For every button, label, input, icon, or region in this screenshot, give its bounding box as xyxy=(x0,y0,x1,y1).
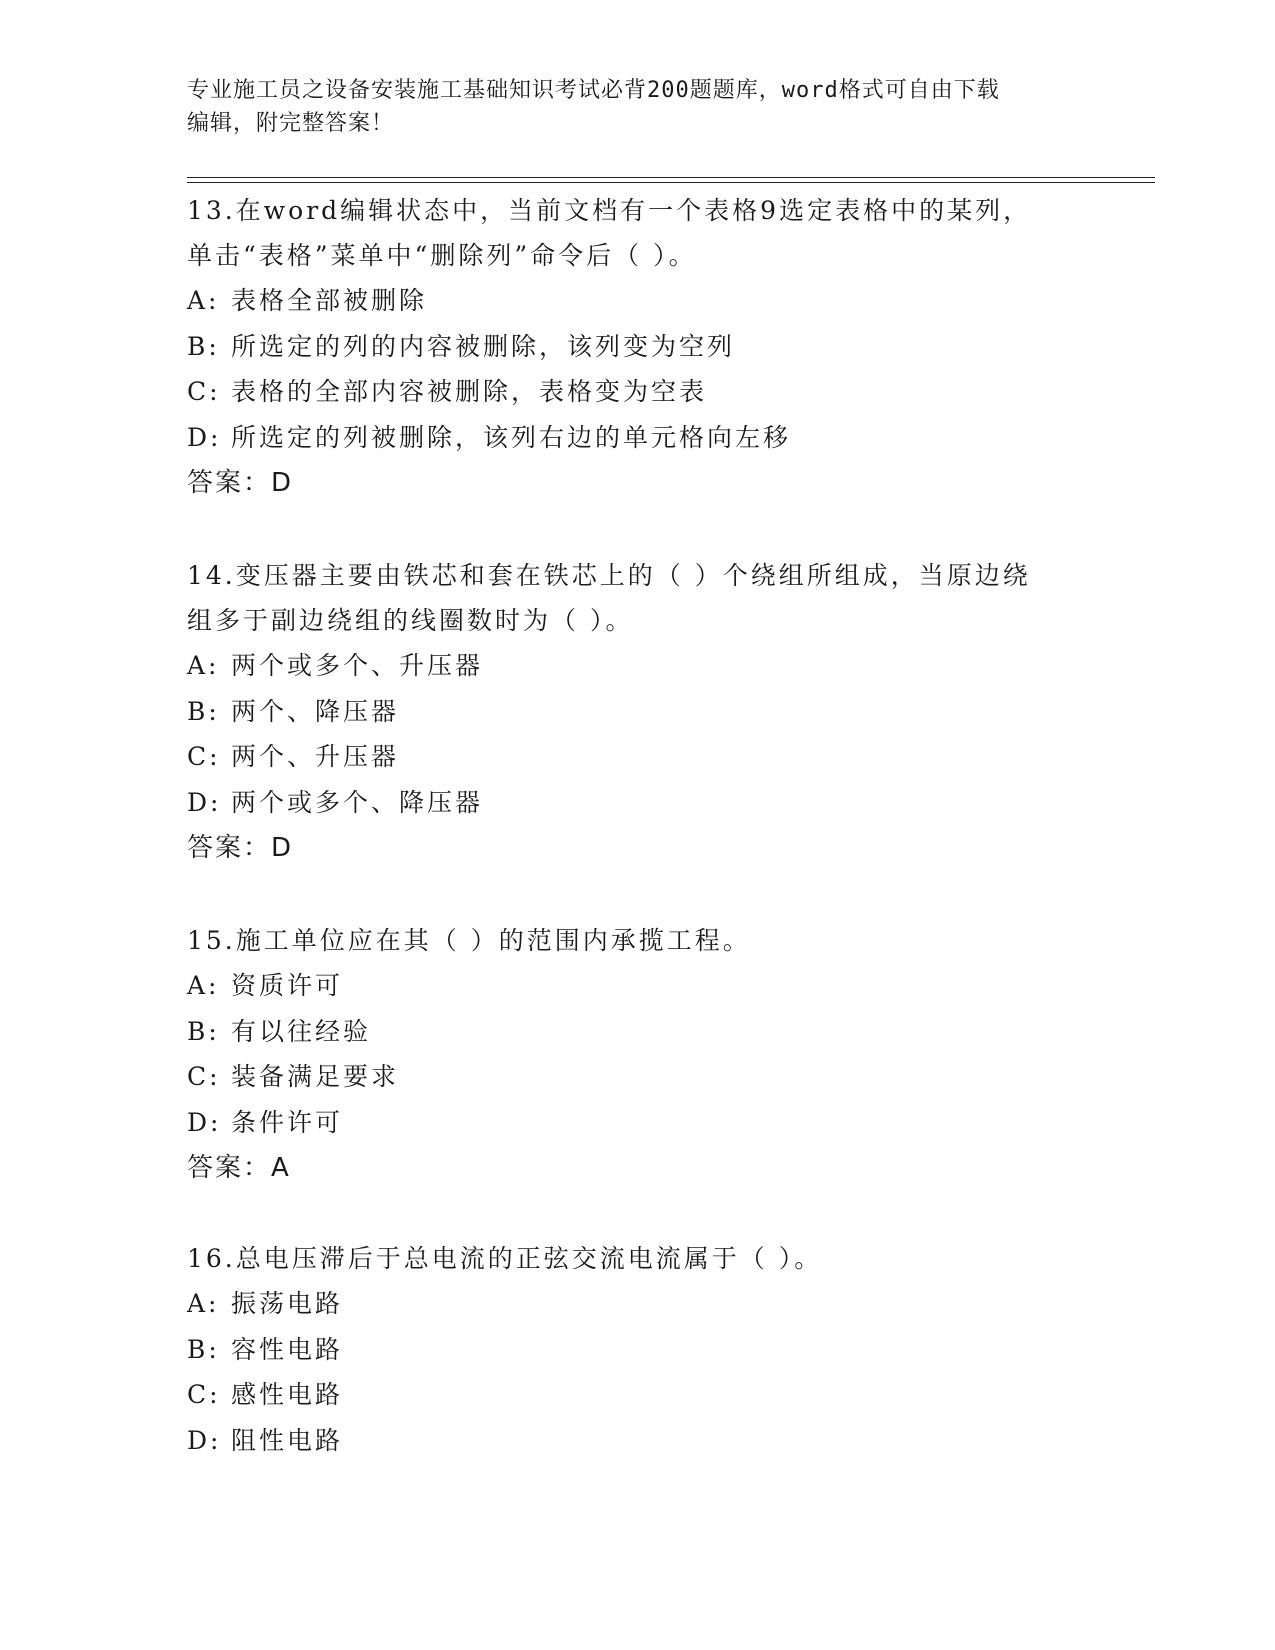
option-text: 阻性电路 xyxy=(231,1425,344,1455)
option-key: A: xyxy=(187,1289,220,1318)
question-stem-line: 单击“表格”菜单中“删除列”命令后（ ）。 xyxy=(187,241,697,270)
option-b xyxy=(187,324,1087,370)
option-b xyxy=(187,1009,1087,1055)
option-text: 两个、降压器 xyxy=(231,696,400,726)
answer-line: 答案：A xyxy=(187,1153,291,1183)
question-stem-line: 15.施工单位应在其（ ）的范围内承揽工程。 xyxy=(187,926,751,955)
option-b xyxy=(187,689,1087,735)
option-d xyxy=(187,1100,1087,1146)
option-key: B: xyxy=(187,331,220,361)
option-key: C: xyxy=(187,1380,221,1409)
option-text: 表格全部被删除 xyxy=(231,286,428,315)
option-key: A: xyxy=(187,971,220,1000)
option-text: 两个、升压器 xyxy=(231,742,400,771)
option-key: A: xyxy=(187,286,220,315)
option-c xyxy=(187,369,1087,415)
option-text: 资质许可 xyxy=(231,971,344,1000)
option-text: 感性电路 xyxy=(231,1380,344,1409)
option-key: C: xyxy=(187,377,221,406)
option-a xyxy=(187,643,1087,689)
option-a xyxy=(187,963,1087,1009)
question-16 xyxy=(187,1236,1087,1463)
option-key: B: xyxy=(187,1334,220,1364)
option-key: A: xyxy=(187,651,220,680)
option-key: D: xyxy=(187,1425,222,1455)
option-b xyxy=(187,1327,1087,1373)
option-text: 有以往经验 xyxy=(231,1016,372,1046)
option-text: 条件许可 xyxy=(231,1107,344,1137)
question-stem-line: 组多于副边绕组的线圈数时为（ ）。 xyxy=(187,606,634,635)
option-text: 两个或多个、降压器 xyxy=(231,787,484,817)
option-key: D: xyxy=(187,1107,222,1137)
header-line-2: 编辑，附完整答案！ xyxy=(187,111,395,136)
question-15 xyxy=(187,918,1087,1191)
answer-line: 答案：D xyxy=(187,833,294,863)
option-text: 表格的全部内容被删除，表格变为空表 xyxy=(231,377,708,406)
option-key: D: xyxy=(187,422,222,452)
question-stem-line: 16.总电压滞后于总电流的正弦交流电流属于（ ）。 xyxy=(187,1244,823,1273)
option-text: 所选定的列被删除，该列右边的单元格向左移 xyxy=(231,422,792,452)
option-d xyxy=(187,780,1087,826)
header-line-1: 专业施工员之设备安装施工基础知识考试必背200题题库，word格式可自由下载 xyxy=(187,78,1000,103)
option-a xyxy=(187,1281,1087,1327)
question-13 xyxy=(187,188,1087,506)
option-c xyxy=(187,1054,1087,1100)
header-divider-bottom xyxy=(187,182,1155,183)
option-text: 振荡电路 xyxy=(231,1289,344,1318)
answer-line: 答案：D xyxy=(187,468,294,498)
option-key: B: xyxy=(187,1016,220,1046)
option-text: 所选定的列的内容被删除，该列变为空列 xyxy=(231,331,736,361)
question-stem-line: 13.在word编辑状态中，当前文档有一个表格9选定表格中的某列， xyxy=(187,196,1032,225)
header-divider-top xyxy=(187,177,1155,178)
option-key: D: xyxy=(187,787,222,817)
option-c xyxy=(187,734,1087,780)
question-stem-line: 14.变压器主要由铁芯和套在铁芯上的（ ）个绕组所组成，当原边绕 xyxy=(187,561,1031,590)
option-text: 两个或多个、升压器 xyxy=(231,651,484,680)
option-text: 容性电路 xyxy=(231,1334,344,1364)
option-d xyxy=(187,1418,1087,1464)
option-a xyxy=(187,278,1087,324)
option-key: C: xyxy=(187,1062,221,1091)
option-d xyxy=(187,415,1087,461)
question-14 xyxy=(187,553,1087,871)
option-key: B: xyxy=(187,696,220,726)
document-header xyxy=(187,74,1087,140)
option-key: C: xyxy=(187,742,221,771)
option-text: 装备满足要求 xyxy=(231,1062,400,1091)
option-c xyxy=(187,1372,1087,1418)
